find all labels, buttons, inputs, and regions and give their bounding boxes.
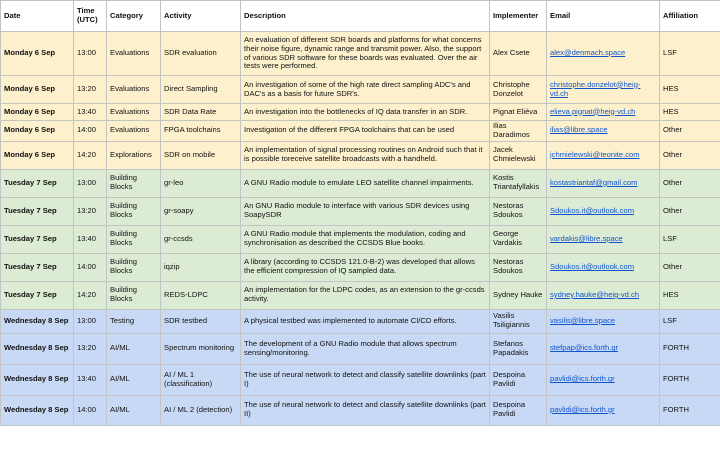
time-cell: 13:40 bbox=[74, 104, 107, 121]
email-cell bbox=[547, 395, 660, 425]
table-row bbox=[1, 76, 720, 104]
email-cell bbox=[547, 253, 660, 281]
affiliation-cell: Other bbox=[660, 169, 720, 197]
header-description: Description bbox=[241, 1, 490, 32]
activity-cell: SDR testbed bbox=[161, 309, 241, 333]
date-cell: Tuesday 7 Sep bbox=[1, 197, 74, 225]
date-cell: Wednesday 8 Sep bbox=[1, 309, 74, 333]
affiliation-cell: LSF bbox=[660, 225, 720, 253]
table-body bbox=[1, 32, 720, 426]
date-cell: Wednesday 8 Sep bbox=[1, 395, 74, 425]
email-cell bbox=[547, 32, 660, 76]
table-row bbox=[1, 121, 720, 142]
description-cell: An implementation of signal processing routines on Android such that it is possible toreceive satellite broadcasts with a handheld. bbox=[241, 141, 490, 169]
table-row bbox=[1, 141, 720, 169]
header-activity: Activity bbox=[161, 1, 241, 32]
implementer-cell: Stefanos Papadakis bbox=[490, 333, 547, 364]
implementer-cell: Kostis Triantafyllakis bbox=[490, 169, 547, 197]
activity-cell: Spectrum monitoring bbox=[161, 333, 241, 364]
header-category: Category bbox=[107, 1, 161, 32]
affiliation-cell: Other bbox=[660, 197, 720, 225]
activity-cell: FPGA toolchains bbox=[161, 121, 241, 142]
activity-cell: gr-leo bbox=[161, 169, 241, 197]
time-cell: 14:20 bbox=[74, 141, 107, 169]
description-cell: A library (according to CCSDS 121.0-B-2) was developed that allows the efficient compression of IQ sampled data. bbox=[241, 253, 490, 281]
date-cell: Monday 6 Sep bbox=[1, 104, 74, 121]
category-cell: AI/ML bbox=[107, 395, 161, 425]
affiliation-cell: HES bbox=[660, 281, 720, 309]
implementer-cell: Christophe Donzelot bbox=[490, 76, 547, 104]
affiliation-cell: LSF bbox=[660, 309, 720, 333]
description-cell: An evaluation of different SDR boards and platforms for what concerns their noise figure, dynamic range and transmit power. Also, the support of various SDR software for these boards was evaluated. Over the air tests were performed. bbox=[241, 32, 490, 76]
activity-cell: SDR on mobile bbox=[161, 141, 241, 169]
email-link[interactable]: ilias@libre.space bbox=[550, 125, 608, 135]
implementer-cell: Jacek Chmielewski bbox=[490, 141, 547, 169]
header-time: Time (UTC) bbox=[74, 1, 107, 32]
description-cell: An investigation of some of the high rate direct sampling ADC's and DAC's as a basis for future SDR's. bbox=[241, 76, 490, 104]
category-cell: Evaluations bbox=[107, 32, 161, 76]
affiliation-cell: FORTH bbox=[660, 364, 720, 395]
email-cell bbox=[547, 104, 660, 121]
header-affiliation: Affiliation bbox=[660, 1, 720, 32]
description-cell: A GNU Radio module to emulate LEO satellite channel impairments. bbox=[241, 169, 490, 197]
header-implementer: Implementer bbox=[490, 1, 547, 32]
time-cell: 13:20 bbox=[74, 76, 107, 104]
table-row bbox=[1, 32, 720, 76]
table-row bbox=[1, 281, 720, 309]
date-cell: Tuesday 7 Sep bbox=[1, 253, 74, 281]
activity-cell: SDR evaluation bbox=[161, 32, 241, 76]
affiliation-cell: Other bbox=[660, 141, 720, 169]
description-cell: The development of a GNU Radio module that allows spectrum sensing/monitoring. bbox=[241, 333, 490, 364]
table-row bbox=[1, 169, 720, 197]
implementer-cell: Ilias Daradimos bbox=[490, 121, 547, 142]
activity-cell: SDR Data Rate bbox=[161, 104, 241, 121]
email-cell bbox=[547, 197, 660, 225]
affiliation-cell: HES bbox=[660, 76, 720, 104]
email-cell bbox=[547, 281, 660, 309]
activity-cell: REDS-LDPC bbox=[161, 281, 241, 309]
description-cell: The use of neural network to detect and classify satellite downlinks (part II) bbox=[241, 395, 490, 425]
implementer-cell: Despoina Pavlidi bbox=[490, 395, 547, 425]
time-cell: 14:00 bbox=[74, 121, 107, 142]
implementer-cell: George Vardakis bbox=[490, 225, 547, 253]
category-cell: Evaluations bbox=[107, 121, 161, 142]
date-cell: Tuesday 7 Sep bbox=[1, 281, 74, 309]
implementer-cell: Despoina Pavlidi bbox=[490, 364, 547, 395]
description-cell: An implementation for the LDPC codes, as an extension to the gr-ccsds activity. bbox=[241, 281, 490, 309]
activity-cell: AI / ML 2 (detection) bbox=[161, 395, 241, 425]
date-cell: Wednesday 8 Sep bbox=[1, 364, 74, 395]
table-row bbox=[1, 197, 720, 225]
table-row bbox=[1, 309, 720, 333]
description-cell: Investigation of the different FPGA toolchains that can be used bbox=[241, 121, 490, 142]
description-cell: An investigation into the bottlenecks of IQ data transfer in an SDR. bbox=[241, 104, 490, 121]
category-cell: Explorations bbox=[107, 141, 161, 169]
email-cell bbox=[547, 225, 660, 253]
email-link[interactable]: elieva.pignat@heig-vd.ch bbox=[550, 106, 636, 116]
email-link[interactable]: vasilis@libre.space bbox=[550, 315, 616, 325]
affiliation-cell: FORTH bbox=[660, 395, 720, 425]
category-cell: AI/ML bbox=[107, 333, 161, 364]
time-cell: 13:00 bbox=[74, 169, 107, 197]
description-cell: A GNU Radio module that implements the modulation, coding and synchronisation as described the CCSDS Blue books. bbox=[241, 225, 490, 253]
category-cell: Evaluations bbox=[107, 76, 161, 104]
date-cell: Tuesday 7 Sep bbox=[1, 225, 74, 253]
category-cell: Building Blocks bbox=[107, 225, 161, 253]
email-link[interactable]: pavlidi@ics.forth.gr bbox=[550, 404, 615, 414]
email-link[interactable]: sydney.hauke@heig-vd.ch bbox=[550, 289, 640, 299]
description-cell: An GNU Radio module to interface with various SDR devices using SoapySDR bbox=[241, 197, 490, 225]
category-cell: Building Blocks bbox=[107, 281, 161, 309]
implementer-cell: Sydney Hauke bbox=[490, 281, 547, 309]
email-link[interactable]: kostastriantaf@gmail.com bbox=[550, 177, 638, 187]
email-cell bbox=[547, 121, 660, 142]
time-cell: 13:20 bbox=[74, 197, 107, 225]
time-cell: 14:00 bbox=[74, 395, 107, 425]
table-row bbox=[1, 104, 720, 121]
category-cell: Building Blocks bbox=[107, 197, 161, 225]
date-cell: Wednesday 8 Sep bbox=[1, 333, 74, 364]
email-cell bbox=[547, 309, 660, 333]
header-email: Email bbox=[547, 1, 660, 32]
date-cell: Monday 6 Sep bbox=[1, 141, 74, 169]
email-cell bbox=[547, 364, 660, 395]
table-row bbox=[1, 395, 720, 425]
affiliation-cell: Other bbox=[660, 121, 720, 142]
email-link[interactable]: Sdoukos.it@outlook.com bbox=[550, 205, 635, 215]
email-link[interactable]: pavlidi@ics.forth.gr bbox=[550, 374, 615, 384]
time-cell: 13:00 bbox=[74, 309, 107, 333]
time-cell: 13:40 bbox=[74, 364, 107, 395]
activity-cell: gr-ccsds bbox=[161, 225, 241, 253]
category-cell: AI/ML bbox=[107, 364, 161, 395]
implementer-cell: Vasilis Tsiligiannis bbox=[490, 309, 547, 333]
table-row bbox=[1, 225, 720, 253]
email-link[interactable]: jchmielewski@teonite.com bbox=[550, 149, 640, 159]
email-cell bbox=[547, 333, 660, 364]
email-link[interactable]: Sdoukos.it@outlook.com bbox=[550, 261, 635, 271]
email-link[interactable]: stefpap@ics.forth.gr bbox=[550, 343, 619, 353]
description-cell: The use of neural network to detect and classify satellite downlinks (part I) bbox=[241, 364, 490, 395]
category-cell: Building Blocks bbox=[107, 253, 161, 281]
time-cell: 13:00 bbox=[74, 32, 107, 76]
affiliation-cell: HES bbox=[660, 104, 720, 121]
category-cell: Testing bbox=[107, 309, 161, 333]
email-link[interactable]: vardakis@libre.space bbox=[550, 233, 623, 243]
email-link[interactable]: alex@denmach.space bbox=[550, 48, 626, 58]
time-cell: 13:40 bbox=[74, 225, 107, 253]
implementer-cell: Nestoras Sdoukos bbox=[490, 197, 547, 225]
affiliation-cell: LSF bbox=[660, 32, 720, 76]
table-row bbox=[1, 333, 720, 364]
implementer-cell: Alex Csete bbox=[490, 32, 547, 76]
header-date: Date bbox=[1, 1, 74, 32]
activity-cell: gr-soapy bbox=[161, 197, 241, 225]
email-cell bbox=[547, 141, 660, 169]
date-cell: Monday 6 Sep bbox=[1, 121, 74, 142]
header-row bbox=[1, 1, 720, 32]
activity-cell: iqzip bbox=[161, 253, 241, 281]
category-cell: Building Blocks bbox=[107, 169, 161, 197]
activity-cell: AI / ML 1 (classification) bbox=[161, 364, 241, 395]
date-cell: Monday 6 Sep bbox=[1, 76, 74, 104]
affiliation-cell: Other bbox=[660, 253, 720, 281]
email-link[interactable]: christophe.donzelot@heig-vd.ch bbox=[550, 79, 641, 98]
date-cell: Tuesday 7 Sep bbox=[1, 169, 74, 197]
time-cell: 14:00 bbox=[74, 253, 107, 281]
table-row bbox=[1, 253, 720, 281]
implementer-cell: Pignat Eliéva bbox=[490, 104, 547, 121]
email-cell bbox=[547, 76, 660, 104]
description-cell: A physical testbed was implemented to automate CI/CD efforts. bbox=[241, 309, 490, 333]
date-cell: Monday 6 Sep bbox=[1, 32, 74, 76]
implementer-cell: Nestoras Sdoukos bbox=[490, 253, 547, 281]
time-cell: 14:20 bbox=[74, 281, 107, 309]
table-row bbox=[1, 364, 720, 395]
time-cell: 13:20 bbox=[74, 333, 107, 364]
affiliation-cell: FORTH bbox=[660, 333, 720, 364]
email-cell bbox=[547, 169, 660, 197]
activity-cell: Direct Sampling bbox=[161, 76, 241, 104]
category-cell: Evaluations bbox=[107, 104, 161, 121]
